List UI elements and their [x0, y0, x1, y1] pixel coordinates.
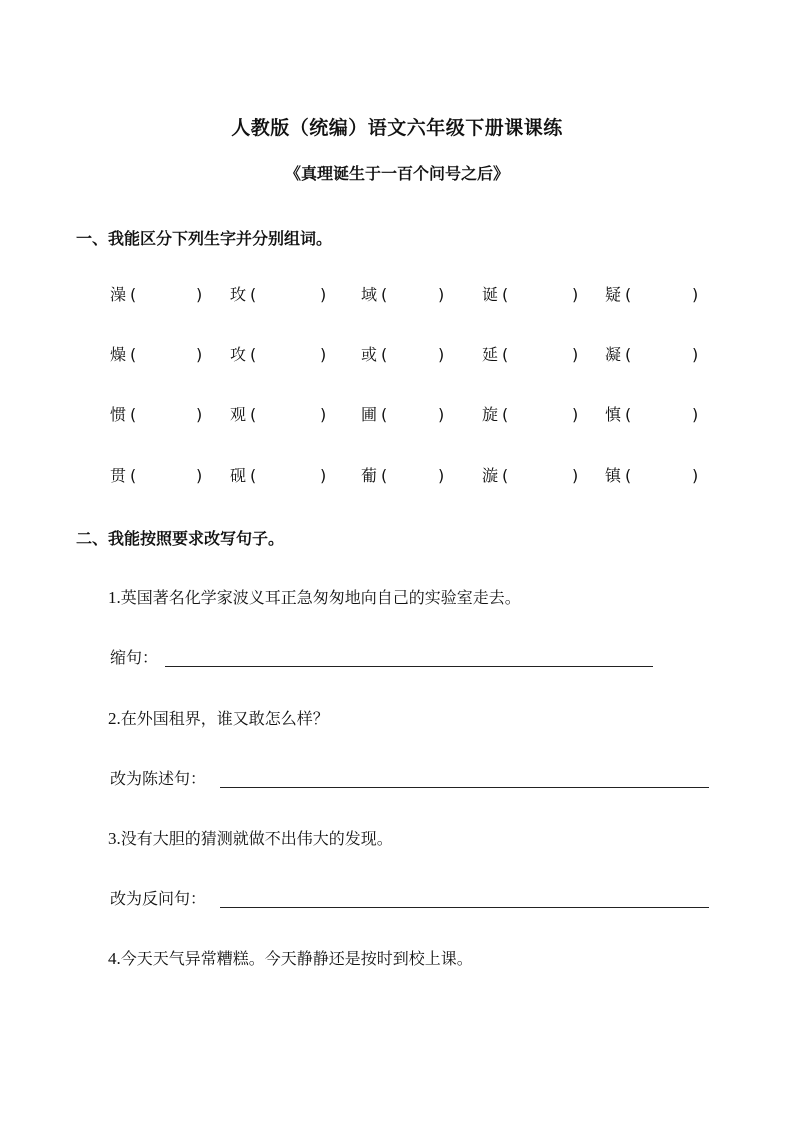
grid-cell[interactable]	[230, 283, 327, 307]
open-paren: (	[130, 345, 137, 364]
character: 葡	[361, 466, 378, 485]
question-2	[108, 706, 329, 729]
question-4	[108, 946, 473, 969]
character: 圃	[361, 405, 378, 424]
page-title: 人教版（统编）语文六年级下册课课练	[231, 117, 563, 139]
character: 惯	[110, 405, 127, 424]
open-paren: (	[502, 405, 509, 424]
close-paren: )	[320, 405, 327, 424]
close-paren: )	[196, 285, 203, 304]
open-paren: (	[250, 345, 257, 364]
close-paren: )	[572, 466, 579, 485]
open-paren: (	[625, 285, 632, 304]
close-paren: )	[320, 345, 327, 364]
close-paren: )	[438, 345, 445, 364]
grid-cell[interactable]	[110, 343, 203, 367]
character: 观	[230, 405, 247, 424]
character: 旋	[482, 405, 499, 424]
close-paren: )	[320, 466, 327, 485]
open-paren: (	[625, 466, 632, 485]
grid-row	[110, 343, 710, 367]
grid-row	[110, 464, 710, 488]
grid-cell[interactable]	[605, 403, 699, 427]
close-paren: )	[196, 405, 203, 424]
character: 砚	[230, 466, 247, 485]
close-paren: )	[572, 345, 579, 364]
grid-cell[interactable]	[110, 403, 203, 427]
close-paren: )	[692, 405, 699, 424]
character: 域	[361, 285, 378, 304]
open-paren: (	[381, 405, 388, 424]
lesson-title: 《真理诞生于一百个问号之后》	[284, 164, 509, 183]
grid-cell[interactable]	[605, 464, 699, 488]
section-1-heading: 一、我能区分下列生字并分别组词。	[76, 229, 333, 248]
open-paren: (	[381, 285, 388, 304]
character: 玫	[230, 285, 247, 304]
close-paren: )	[196, 466, 203, 485]
close-paren: )	[692, 466, 699, 485]
character: 诞	[482, 285, 499, 304]
close-paren: )	[572, 285, 579, 304]
grid-cell[interactable]	[361, 403, 445, 427]
close-paren: )	[438, 466, 445, 485]
character: 攻	[230, 345, 247, 364]
grid-cell[interactable]	[482, 343, 579, 367]
open-paren: (	[502, 466, 509, 485]
open-paren: (	[502, 285, 509, 304]
grid-cell[interactable]	[110, 283, 203, 307]
character: 燥	[110, 345, 127, 364]
grid-cell[interactable]	[605, 343, 699, 367]
close-paren: )	[692, 285, 699, 304]
grid-cell[interactable]	[361, 283, 445, 307]
open-paren: (	[250, 285, 257, 304]
open-paren: (	[625, 405, 632, 424]
answer-label-3: 改为反问句：	[110, 889, 207, 908]
close-paren: )	[438, 285, 445, 304]
grid-cell[interactable]	[482, 283, 579, 307]
grid-cell[interactable]	[361, 343, 445, 367]
open-paren: (	[130, 405, 137, 424]
question-number: 1.	[108, 588, 121, 607]
section-2-heading: 二、我能按照要求改写句子。	[76, 529, 285, 548]
grid-cell[interactable]	[482, 464, 579, 488]
character: 慎	[605, 405, 622, 424]
open-paren: (	[130, 285, 137, 304]
close-paren: )	[196, 345, 203, 364]
question-sentence: 没有大胆的猜测就做不出伟大的发现。	[120, 829, 393, 848]
question-number: 3.	[108, 829, 121, 848]
grid-cell[interactable]	[230, 343, 327, 367]
grid-cell[interactable]	[110, 464, 203, 488]
open-paren: (	[130, 466, 137, 485]
open-paren: (	[381, 466, 388, 485]
question-sentence: 在外国租界，谁又敢怎么样？	[120, 709, 329, 728]
open-paren: (	[502, 345, 509, 364]
question-1	[108, 585, 521, 608]
close-paren: )	[572, 405, 579, 424]
grid-cell[interactable]	[482, 403, 579, 427]
open-paren: (	[381, 345, 388, 364]
grid-row	[110, 403, 710, 427]
open-paren: (	[625, 345, 632, 364]
answer-label-2: 改为陈述句：	[110, 769, 207, 788]
grid-cell[interactable]	[361, 464, 445, 488]
question-3	[108, 826, 393, 849]
question-number: 2.	[108, 709, 121, 728]
character: 澡	[110, 285, 127, 304]
question-number: 4.	[108, 949, 121, 968]
character: 疑	[605, 285, 622, 304]
question-sentence: 今天天气异常糟糕。今天静静还是按时到校上课。	[120, 949, 473, 968]
answer-line-1[interactable]	[165, 666, 653, 667]
character: 贯	[110, 466, 127, 485]
character: 凝	[605, 345, 622, 364]
close-paren: )	[320, 285, 327, 304]
question-sentence: 英国著名化学家波义耳正急匆匆地向自己的实验室走去。	[120, 588, 521, 607]
grid-cell[interactable]	[605, 283, 699, 307]
close-paren: )	[438, 405, 445, 424]
open-paren: (	[250, 466, 257, 485]
grid-cell[interactable]	[230, 403, 327, 427]
answer-label-1: 缩句：	[110, 648, 159, 667]
answer-line-3[interactable]	[220, 907, 709, 908]
character: 或	[361, 345, 378, 364]
grid-row	[110, 283, 710, 307]
answer-line-2[interactable]	[220, 787, 709, 788]
close-paren: )	[692, 345, 699, 364]
character: 漩	[482, 466, 499, 485]
grid-cell[interactable]	[230, 464, 327, 488]
character: 延	[482, 345, 499, 364]
character: 镇	[605, 466, 622, 485]
open-paren: (	[250, 405, 257, 424]
